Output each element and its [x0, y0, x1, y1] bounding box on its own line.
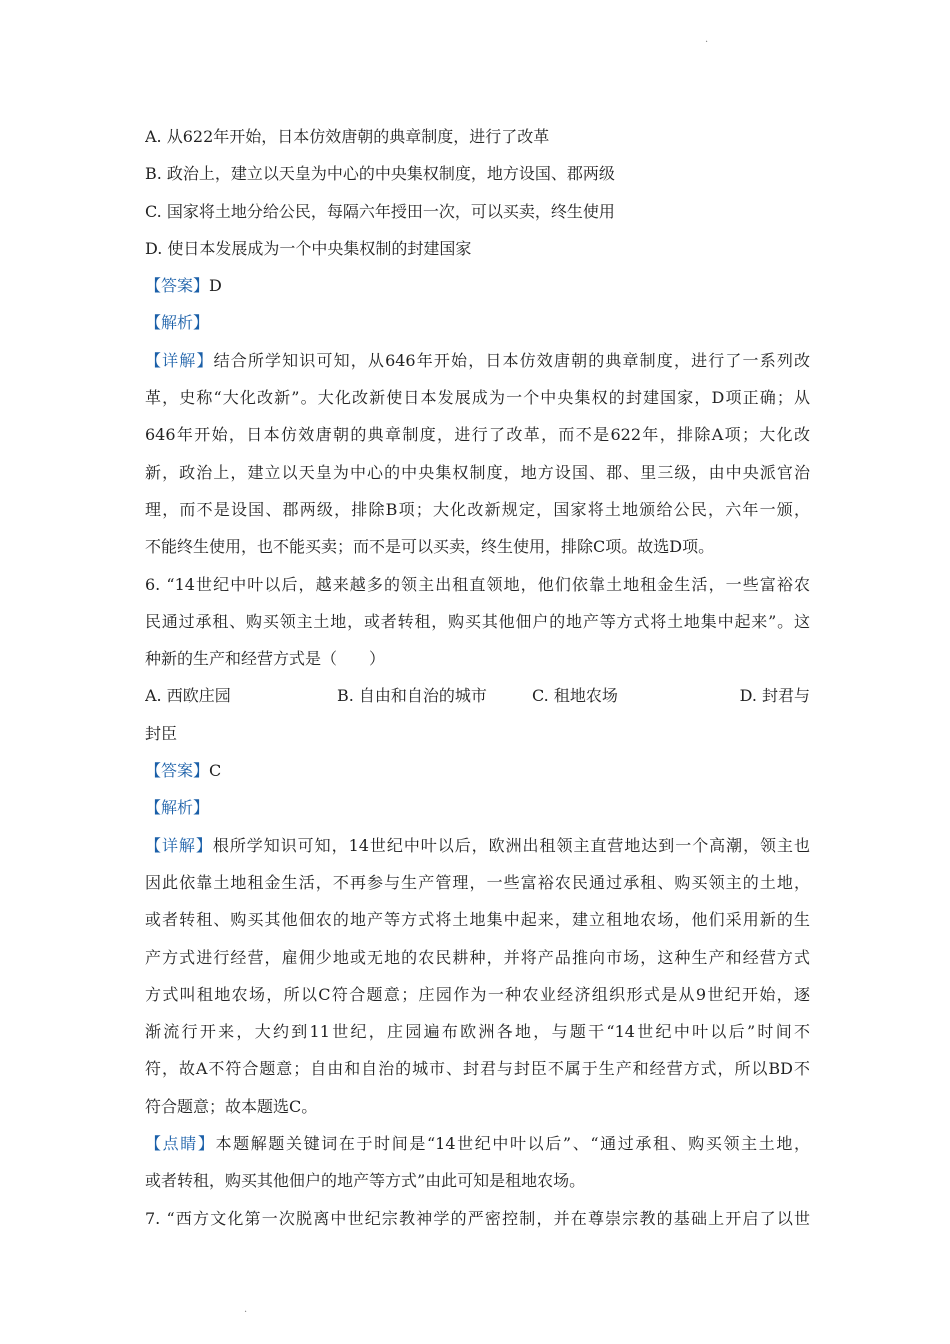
q6-detail-line: [145, 827, 810, 864]
header-mark: ·: [705, 37, 709, 48]
tip-tag: 【点睛】: [145, 1134, 216, 1154]
q5-option-c: C. 国家将土地分给公民，每隔六年授田一次，可以买卖，终生使用: [145, 201, 615, 221]
q6-analysis: [145, 789, 810, 826]
q6-option-d-continued: 封臣: [145, 723, 178, 743]
q6-detail-line: 或者转租、购买其他佃农的地产等方式将土地集中起来，建立租地农场，他们采用新的生: [145, 910, 810, 930]
q6-option-a: A. 西欧庄园: [145, 686, 231, 706]
analysis-tag: 【解析】: [145, 798, 210, 818]
q6-option-b: B. 自由和自治的城市: [337, 686, 487, 706]
q6-detail-line: 方式叫租地农场，所以C符合题意；庄园作为一种农业经济组织形式是从9世纪开始，逐: [145, 984, 810, 1004]
answer-value: D: [209, 276, 222, 296]
q6-detail-line: 产方式进行经营，雇佣少地或无地的农民耕种，并将产品推向市场，这种生产和经营方式: [145, 947, 810, 967]
q5-detail-line: [145, 342, 810, 379]
q7-stem-line: 7. “西方文化第一次脱离中世纪宗教神学的严密控制，并在尊崇宗教的基础上开启了以世: [145, 1208, 810, 1228]
answer-tag: 【答案】: [145, 761, 210, 781]
q6-stem-line: 民通过承租、购买领主土地，或者转租，购买其他佃户的地产等方式将土地集中起来”。这: [145, 611, 810, 631]
answer-value: C: [209, 761, 222, 781]
detail-tag: 【详解】: [145, 350, 214, 370]
q5-detail-line: 理，而不是设国、郡两级，排除B项；大化改新规定，国家将土地颁给公民，六年一颁，: [145, 499, 810, 519]
q6-options-row: [145, 677, 810, 714]
q6-tip-line: 或者转租，购买其他佃户的地产等方式”由此可知是租地农场。: [145, 1171, 586, 1191]
q5-analysis: [145, 304, 810, 341]
q6-detail-line: 因此依靠土地租金生活，不再参与生产管理，一些富裕农民通过承租、购买领主的土地，: [145, 872, 810, 892]
answer-tag: 【答案】: [145, 276, 210, 296]
q5-option-d: D. 使日本发展成为一个中央集权制的封建国家: [145, 238, 472, 258]
q6-detail-line: 渐流行开来，大约到11世纪，庄园遍布欧洲各地，与题干“14世纪中叶以后”时间不: [145, 1022, 810, 1042]
q5-option-b: B. 政治上，建立以天皇为中心的中央集权制度，地方设国、郡两级: [145, 164, 615, 184]
document-body: [145, 118, 810, 1237]
q6-option-c: C. 租地农场: [532, 686, 618, 706]
q6-option-d: D. 封君与: [739, 686, 810, 706]
q5-detail-line: 新，政治上，建立以天皇为中心的中央集权制度，地方设国、郡、里三级，由中央派官治: [145, 462, 810, 482]
tip-text: 本题解题关键词在于时间是“14世纪中叶以后”、“通过承租、购买领主土地，: [215, 1134, 810, 1154]
q6-stem-line: 6. “14世纪中叶以后，越来越多的领主出租直领地，他们依靠土地租金生活，一些富裕农: [145, 574, 810, 594]
detail-tag: 【详解】: [145, 835, 213, 855]
q6-answer: [145, 752, 810, 789]
q5-detail-line: 革，史称“大化改新”。大化改新使日本发展成为一个中央集权的封建国家，D项正确；从: [145, 388, 810, 408]
q5-answer: [145, 267, 810, 304]
q5-option-a: A. 从622年开始，日本仿效唐朝的典章制度，进行了改革: [145, 127, 550, 146]
q6-tip-line: [145, 1125, 810, 1162]
detail-text: 结合所学知识可知，从646年开始，日本仿效唐朝的典章制度，进行了一系列改: [213, 350, 810, 370]
q6-stem-line: 种新的生产和经营方式是（ ）: [145, 649, 386, 669]
q6-detail-line: 符，故A不符合题意；自由和自治的城市、封君与封臣不属于生产和经营方式，所以BD不: [145, 1059, 810, 1079]
analysis-tag: 【解析】: [145, 313, 210, 333]
q6-detail-line: 符合题意；故本题选C。: [145, 1096, 318, 1116]
q5-detail-line: 不能终生使用，也不能买卖；而不是可以买卖，终生使用，排除C项。故选D项。: [145, 537, 715, 557]
q5-detail-line: 646年开始，日本仿效唐朝的典章制度，进行了改革，而不是622年，排除A项；大化改: [145, 425, 810, 445]
detail-text: 根所学知识可知，14世纪中叶以后，欧洲出租领主直营地达到一个高潮，领主也: [212, 835, 810, 855]
footer-mark: ·: [244, 1307, 248, 1318]
